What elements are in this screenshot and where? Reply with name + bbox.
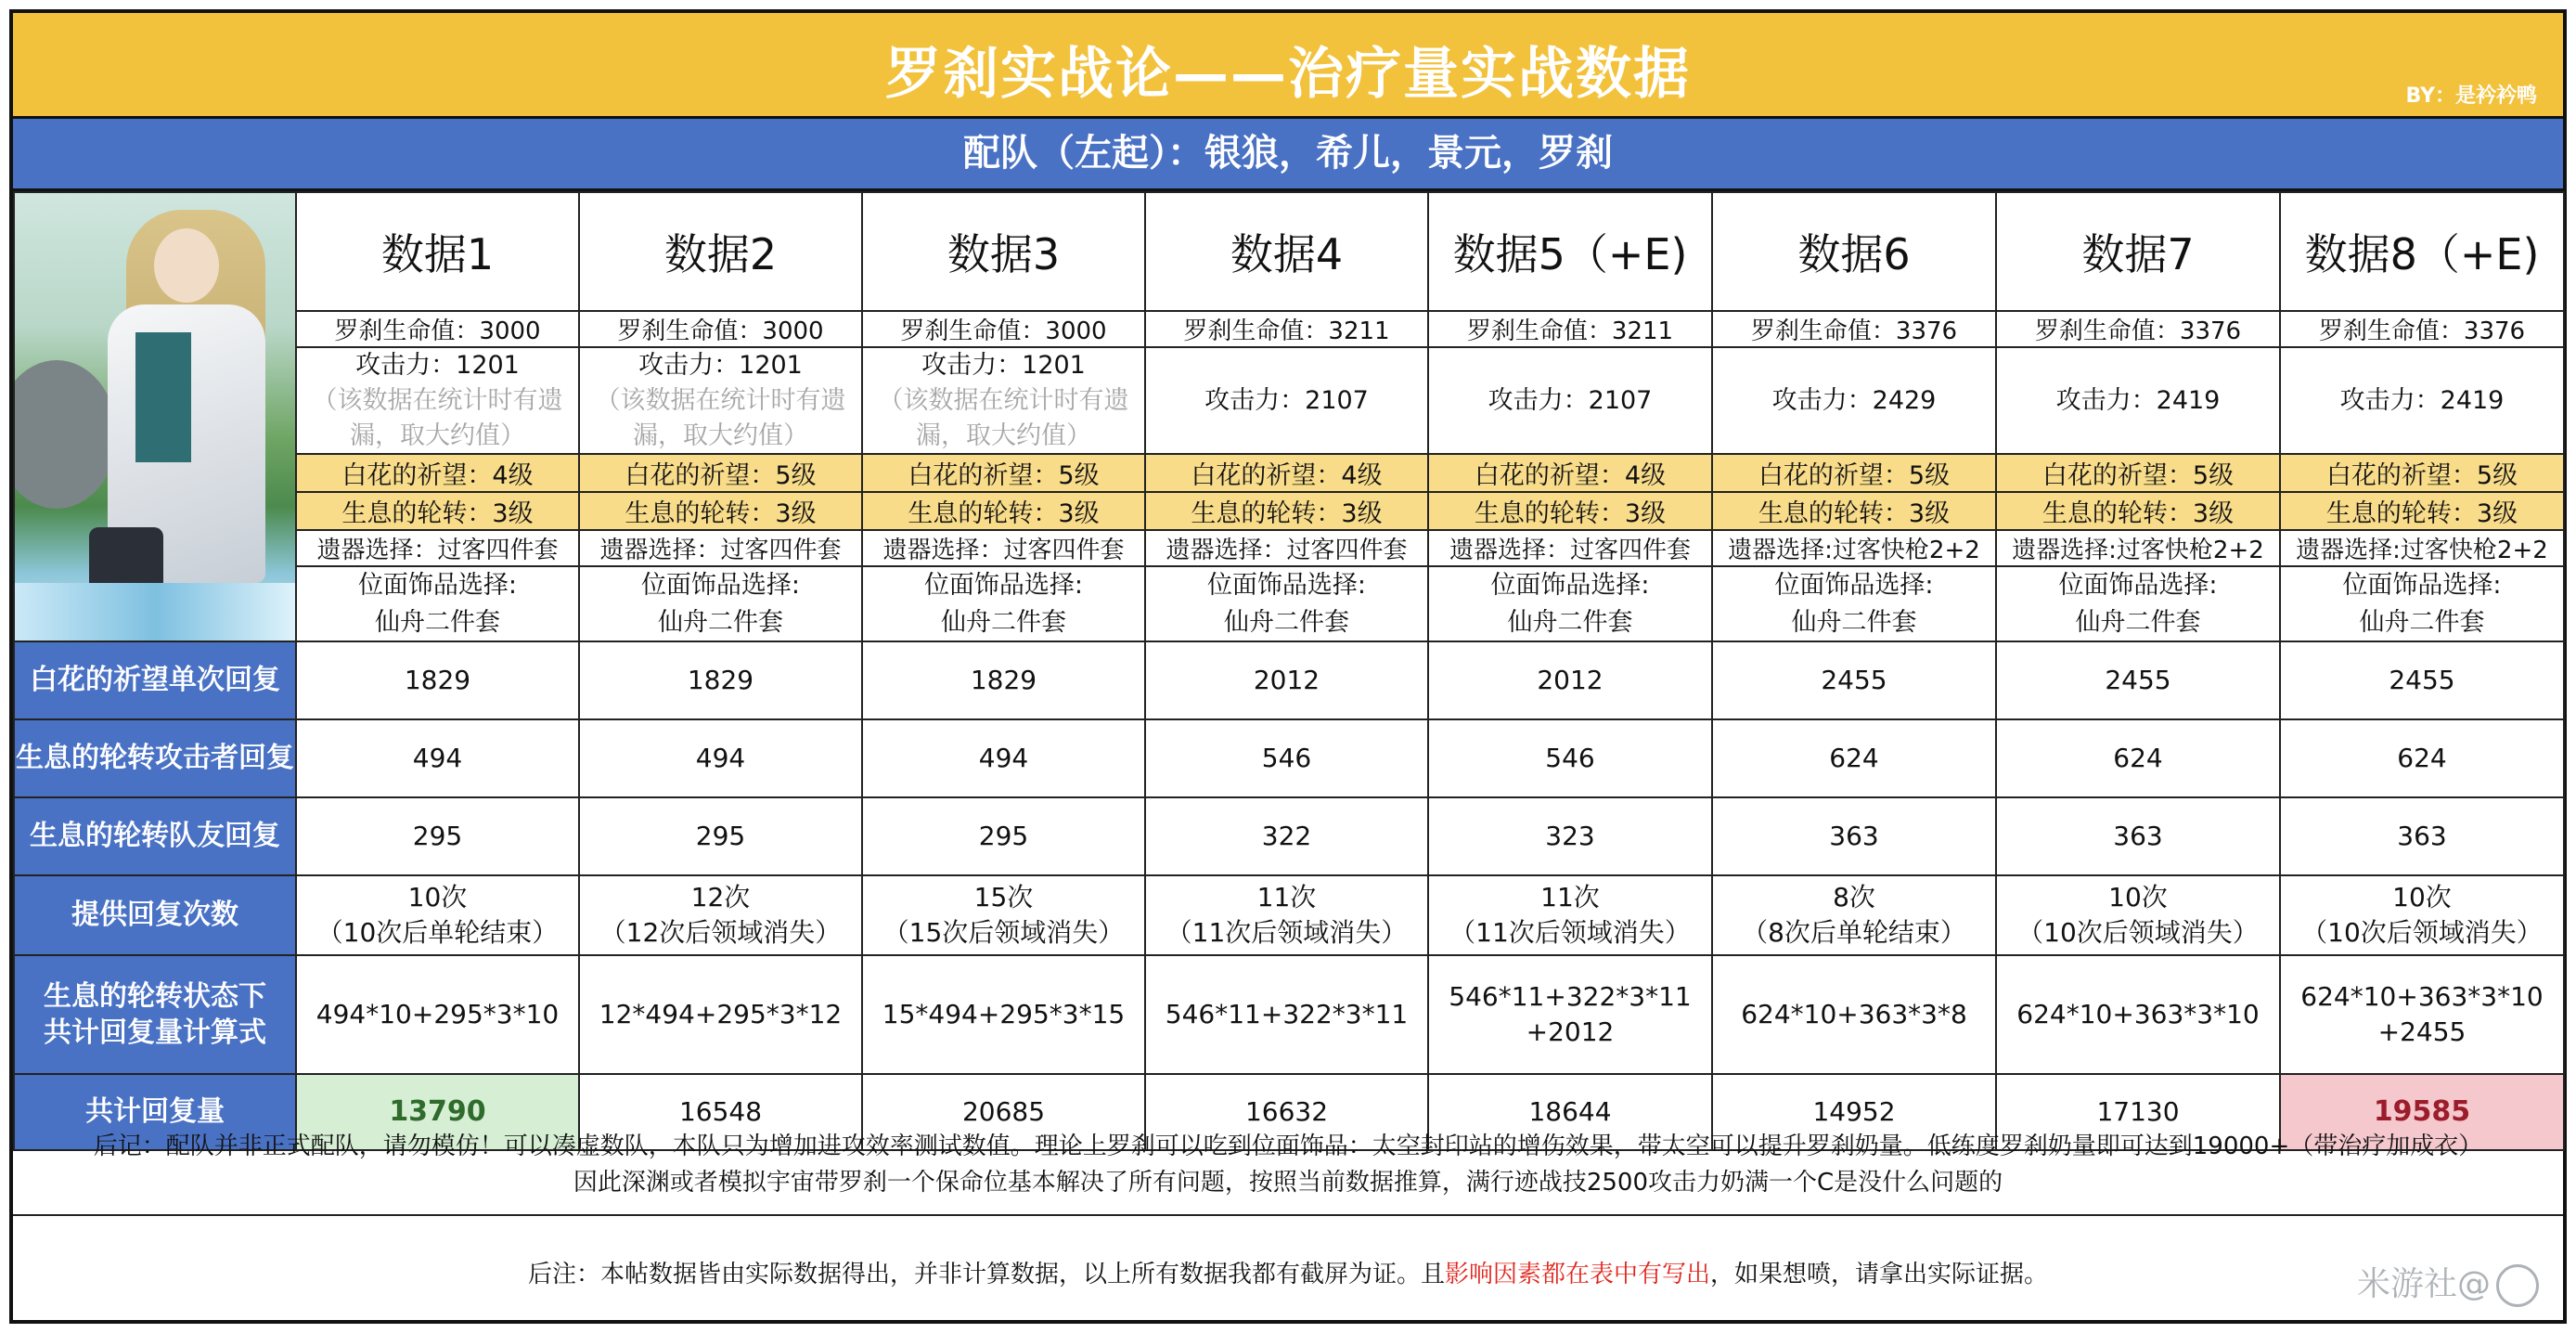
hp-cell bbox=[1712, 311, 1996, 347]
column-header bbox=[296, 192, 579, 311]
total-heal-value: 13790 bbox=[389, 1095, 486, 1129]
column-header-text: 数据2 bbox=[663, 229, 778, 279]
ally-heal-cell bbox=[296, 797, 579, 875]
formula-value: 15*494+295*3*15 bbox=[882, 998, 1126, 1029]
attacker-heal-cell bbox=[296, 719, 579, 797]
hp-cell bbox=[579, 311, 862, 347]
attack-cell bbox=[1712, 347, 1996, 454]
heal-count-note: （11次后领域消失） bbox=[1166, 916, 1408, 948]
hp-text: 罗刹生命值：3000 bbox=[617, 317, 824, 345]
formula-value: 546*11+322*3*11 bbox=[1165, 998, 1409, 1029]
total-heal-value: 20685 bbox=[961, 1096, 1046, 1128]
column-header bbox=[1996, 192, 2280, 311]
team-banner: 配队（左起）：银狼，希儿，景元，罗刹 bbox=[13, 119, 2563, 191]
single-heal-value: 1829 bbox=[687, 665, 754, 696]
ornament-label: 位面饰品选择: bbox=[1774, 571, 1934, 601]
relic-choice-row bbox=[14, 530, 2564, 566]
ornament-label: 位面饰品选择: bbox=[1490, 571, 1650, 601]
total-heal-value: 17130 bbox=[2096, 1096, 2180, 1128]
cycle-level-text: 生息的轮转：3级 bbox=[2325, 499, 2518, 529]
attack-cell bbox=[862, 347, 1145, 454]
heal-count-value: 11次 bbox=[1256, 881, 1317, 912]
heal-count-value: 11次 bbox=[1540, 881, 1600, 912]
attacker-heal-cell bbox=[1428, 719, 1712, 797]
postscript-line-2: 因此深渊或者模拟宇宙带罗刹一个保命位基本解决了所有问题，按照当前数据推算，满行迹战技2500攻击力奶满一个C是没什么问题的 bbox=[573, 1169, 2003, 1197]
cycle-level-text: 生息的轮转：3级 bbox=[341, 499, 534, 529]
ornament-label: 位面饰品选择: bbox=[2342, 571, 2502, 601]
cycle-level-text: 生息的轮转：3级 bbox=[1758, 499, 1951, 529]
hp-text: 罗刹生命值：3376 bbox=[1750, 317, 1958, 345]
ornament-value: 仙舟二件套 bbox=[941, 607, 1066, 637]
total-heal-value: 16548 bbox=[678, 1096, 763, 1128]
attacker-heal-cell bbox=[1996, 719, 2280, 797]
attacker-heal-value: 624 bbox=[2397, 743, 2447, 774]
single-heal-value: 1829 bbox=[970, 665, 1037, 696]
relic-choice-cell bbox=[1145, 530, 1428, 566]
cycle-level-text: 生息的轮转：3级 bbox=[625, 499, 817, 529]
attacker-heal-row bbox=[14, 719, 2564, 797]
total-heal-value: 18644 bbox=[1528, 1096, 1612, 1128]
ornament-value: 仙舟二件套 bbox=[2075, 607, 2201, 637]
total-heal-value: 19585 bbox=[2373, 1095, 2471, 1129]
ally-heal-label bbox=[14, 797, 296, 875]
ornament-cell bbox=[1145, 566, 1428, 641]
hp-text: 罗刹生命值：3211 bbox=[1466, 317, 1674, 345]
header-row bbox=[14, 192, 2564, 311]
ornament-value: 仙舟二件套 bbox=[658, 607, 783, 637]
single-heal-value: 2012 bbox=[1253, 665, 1320, 696]
relic-choice-cell bbox=[1712, 530, 1996, 566]
title-bar bbox=[13, 13, 2563, 119]
cycle-level-text: 生息的轮转：3级 bbox=[908, 499, 1100, 529]
hp-cell bbox=[1428, 311, 1712, 347]
attacker-heal-value: 494 bbox=[412, 743, 463, 774]
heal-count-label bbox=[14, 875, 296, 955]
ally-heal-value: 322 bbox=[1261, 821, 1312, 852]
relic-choice-cell bbox=[296, 530, 579, 566]
single-heal-value: 2012 bbox=[1537, 665, 1604, 696]
hp-text: 罗刹生命值：3211 bbox=[1183, 317, 1390, 345]
attacker-heal-label-text: 生息的轮转攻击者回复 bbox=[16, 742, 294, 775]
heal-count-cell bbox=[1145, 875, 1428, 955]
ornament-cell bbox=[2280, 566, 2564, 641]
cycle-level-cell bbox=[1712, 492, 1996, 530]
data-table bbox=[13, 191, 2565, 1151]
heal-count-cell bbox=[2280, 875, 2564, 955]
relic-choice-text: 遗器选择：过客四件套 bbox=[882, 537, 1125, 565]
ornament-cell bbox=[579, 566, 862, 641]
cycle-level-text: 生息的轮转：3级 bbox=[1191, 499, 1383, 529]
relic-choice-cell bbox=[2280, 530, 2564, 566]
hp-text: 罗刹生命值：3376 bbox=[2034, 317, 2242, 345]
heal-count-note: （11次后领域消失） bbox=[1449, 916, 1691, 948]
cycle-level-cell bbox=[296, 492, 579, 530]
single-heal-label-text: 白花的祈望单次回复 bbox=[30, 664, 280, 697]
hp-text: 罗刹生命值：3376 bbox=[2318, 317, 2526, 345]
single-heal-cell bbox=[579, 641, 862, 719]
portrait-cell bbox=[14, 192, 296, 641]
cycle-level-cell bbox=[1145, 492, 1428, 530]
attacker-heal-value: 494 bbox=[695, 743, 746, 774]
ally-heal-cell bbox=[862, 797, 1145, 875]
column-header bbox=[579, 192, 862, 311]
heal-count-cell bbox=[296, 875, 579, 955]
single-heal-cell bbox=[1996, 641, 2280, 719]
afternote-highlight: 影响因素都在表中有写出 bbox=[1444, 1261, 1710, 1288]
heal-count-note: （10次后单轮结束） bbox=[316, 916, 559, 948]
column-header bbox=[1428, 192, 1712, 311]
heal-count-cell bbox=[862, 875, 1145, 955]
attacker-heal-label bbox=[14, 719, 296, 797]
ornament-label: 位面饰品选择: bbox=[2058, 571, 2218, 601]
bloom-level-text: 白花的祈望：4级 bbox=[1191, 461, 1383, 491]
heal-count-cell bbox=[1996, 875, 2280, 955]
single-heal-cell bbox=[1145, 641, 1428, 719]
ornament-label: 位面饰品选择: bbox=[640, 571, 801, 601]
bloom-level-text: 白花的祈望：4级 bbox=[1474, 461, 1667, 491]
formula-cell bbox=[1428, 955, 1712, 1074]
attack-cell bbox=[1428, 347, 1712, 454]
attack-text: 攻击力：2107 bbox=[1204, 385, 1369, 415]
relic-choice-cell bbox=[862, 530, 1145, 566]
heal-count-cell bbox=[1712, 875, 1996, 955]
relic-choice-cell bbox=[1996, 530, 2280, 566]
ornament-row bbox=[14, 566, 2564, 641]
heal-count-note: （10次后领域消失） bbox=[2017, 916, 2259, 948]
heal-count-row bbox=[14, 875, 2564, 955]
column-header-text: 数据8（+E) bbox=[2304, 229, 2540, 279]
ornament-label: 位面饰品选择: bbox=[1206, 571, 1367, 601]
heal-count-value: 10次 bbox=[2392, 881, 2452, 912]
column-header-text: 数据1 bbox=[380, 229, 495, 279]
attack-text: 攻击力：2419 bbox=[2339, 385, 2505, 415]
heal-count-value: 10次 bbox=[407, 881, 468, 912]
formula-value: 624*10+363*3*8 bbox=[1741, 998, 1967, 1029]
bloom-level-cell bbox=[296, 454, 579, 492]
attacker-heal-cell bbox=[2280, 719, 2564, 797]
bloom-level-cell bbox=[1428, 454, 1712, 492]
heal-count-value: 12次 bbox=[690, 881, 751, 912]
ornament-value: 仙舟二件套 bbox=[1791, 607, 1917, 637]
afternote-prefix: 后注：本帖数据皆由实际数据得出，并非计算数据，以上所有数据我都有截屏为证。且 bbox=[527, 1261, 1445, 1288]
relic-choice-text: 遗器选择:过客快枪2+2 bbox=[2012, 537, 2264, 565]
attack-cell bbox=[579, 347, 862, 454]
single-heal-row bbox=[14, 641, 2564, 719]
heal-count-cell bbox=[579, 875, 862, 955]
formula-value: 546*11+322*3*11 +2012 bbox=[1449, 980, 1692, 1047]
cycle-level-text: 生息的轮转：3级 bbox=[2041, 499, 2235, 529]
column-header-text: 数据4 bbox=[1230, 229, 1344, 279]
attacker-heal-value: 494 bbox=[978, 743, 1029, 774]
single-heal-label bbox=[14, 641, 296, 719]
cycle-level-cell bbox=[862, 492, 1145, 530]
relic-choice-text: 遗器选择：过客四件套 bbox=[1449, 537, 1691, 565]
attack-cell bbox=[2280, 347, 2564, 454]
bloom-level-cell bbox=[1996, 454, 2280, 492]
ornament-value: 仙舟二件套 bbox=[1224, 607, 1349, 637]
ally-heal-value: 323 bbox=[1545, 821, 1595, 852]
column-header-text: 数据7 bbox=[2081, 229, 2195, 279]
heal-count-note: （12次后领域消失） bbox=[599, 916, 842, 948]
hp-text: 罗刹生命值：3000 bbox=[334, 317, 541, 345]
bloom-level-cell bbox=[579, 454, 862, 492]
ally-heal-row bbox=[14, 797, 2564, 875]
relic-choice-cell bbox=[579, 530, 862, 566]
attacker-heal-cell bbox=[579, 719, 862, 797]
ally-heal-value: 363 bbox=[1829, 821, 1879, 852]
bloom-level-text: 白花的祈望：5级 bbox=[908, 461, 1100, 491]
watermark bbox=[2357, 1258, 2539, 1307]
ally-heal-cell bbox=[579, 797, 862, 875]
cycle-level-text: 生息的轮转：3级 bbox=[1474, 499, 1667, 529]
ornament-label: 位面饰品选择: bbox=[357, 571, 518, 601]
attack-text: 攻击力：2429 bbox=[1771, 385, 1937, 415]
watermark-text: 米游社@ bbox=[2356, 1265, 2491, 1303]
ally-heal-value: 295 bbox=[695, 821, 746, 852]
hp-cell bbox=[1996, 311, 2280, 347]
attacker-heal-value: 546 bbox=[1261, 743, 1312, 774]
cycle-level-row bbox=[14, 492, 2564, 530]
heal-count-value: 10次 bbox=[2108, 881, 2168, 912]
ally-heal-value: 295 bbox=[412, 821, 463, 852]
column-header bbox=[862, 192, 1145, 311]
heal-count-value: 8次 bbox=[1833, 881, 1875, 912]
heal-count-value: 15次 bbox=[973, 881, 1034, 912]
single-heal-value: 2455 bbox=[2105, 665, 2171, 696]
byline: BY：是衿衿鸭 bbox=[2405, 84, 2537, 108]
formula-label bbox=[14, 955, 296, 1074]
ally-heal-value: 363 bbox=[2397, 821, 2447, 852]
afternote bbox=[13, 1255, 2563, 1289]
bloom-level-text: 白花的祈望：5级 bbox=[2325, 461, 2518, 491]
attack-cell bbox=[1145, 347, 1428, 454]
ally-heal-cell bbox=[2280, 797, 2564, 875]
ally-heal-label-text: 生息的轮转队友回复 bbox=[30, 820, 280, 853]
total-heal-label-text: 共计回复量 bbox=[85, 1095, 225, 1129]
heal-count-cell bbox=[1428, 875, 1712, 955]
heal-count-note: （10次后领域消失） bbox=[2301, 916, 2543, 948]
attack-cell bbox=[1996, 347, 2280, 454]
attack-cell bbox=[296, 347, 579, 454]
single-heal-cell bbox=[1428, 641, 1712, 719]
bloom-level-cell bbox=[2280, 454, 2564, 492]
ally-heal-cell bbox=[1712, 797, 1996, 875]
column-header-text: 数据5（+E) bbox=[1452, 229, 1688, 279]
total-heal-value: 14952 bbox=[1812, 1096, 1896, 1128]
formula-cell bbox=[1996, 955, 2280, 1074]
attacker-heal-value: 546 bbox=[1545, 743, 1595, 774]
hp-cell bbox=[2280, 311, 2564, 347]
cycle-level-cell bbox=[1996, 492, 2280, 530]
heal-count-note: （8次后单轮结束） bbox=[1742, 916, 1966, 948]
heal-count-note: （15次后领域消失） bbox=[882, 916, 1125, 948]
ornament-value: 仙舟二件套 bbox=[2359, 607, 2485, 637]
attack-text: 攻击力：1201 bbox=[355, 351, 520, 380]
ally-heal-cell bbox=[1145, 797, 1428, 875]
relic-choice-cell bbox=[1428, 530, 1712, 566]
formula-cell bbox=[296, 955, 579, 1074]
relic-choice-text: 遗器选择:过客快枪2+2 bbox=[2296, 537, 2548, 565]
hp-text: 罗刹生命值：3000 bbox=[900, 317, 1107, 345]
relic-choice-text: 遗器选择:过客快枪2+2 bbox=[1728, 537, 1980, 565]
formula-value: 624*10+363*3*10 +2455 bbox=[2300, 980, 2544, 1047]
single-heal-cell bbox=[2280, 641, 2564, 719]
formula-label-text: 共计回复量计算式 bbox=[44, 1016, 266, 1049]
attacker-heal-cell bbox=[1145, 719, 1428, 797]
bloom-level-cell bbox=[862, 454, 1145, 492]
formula-cell bbox=[1712, 955, 1996, 1074]
single-heal-value: 2455 bbox=[1821, 665, 1887, 696]
ally-heal-value: 363 bbox=[2113, 821, 2163, 852]
ornament-cell bbox=[862, 566, 1145, 641]
formula-cell bbox=[862, 955, 1145, 1074]
single-heal-cell bbox=[862, 641, 1145, 719]
attack-note: （该数据在统计时有遗漏，取大约值） bbox=[878, 385, 1129, 450]
ally-heal-value: 295 bbox=[978, 821, 1029, 852]
formula-value: 494*10+295*3*10 bbox=[316, 998, 560, 1029]
hp-row bbox=[14, 311, 2564, 347]
bloom-level-text: 白花的祈望：5级 bbox=[2041, 461, 2235, 491]
bloom-level-cell bbox=[1145, 454, 1428, 492]
bloom-level-text: 白花的祈望：4级 bbox=[341, 461, 534, 491]
relic-choice-text: 遗器选择：过客四件套 bbox=[1166, 537, 1408, 565]
attack-text: 攻击力：2419 bbox=[2055, 385, 2221, 415]
ornament-cell bbox=[296, 566, 579, 641]
column-header bbox=[2280, 192, 2564, 311]
attacker-heal-value: 624 bbox=[2113, 743, 2163, 774]
formula-cell bbox=[579, 955, 862, 1074]
ornament-cell bbox=[1996, 566, 2280, 641]
page-title: 罗刹实战论——治疗量实战数据 bbox=[885, 42, 1691, 107]
cycle-level-cell bbox=[1428, 492, 1712, 530]
bloom-level-text: 白花的祈望：5级 bbox=[625, 461, 817, 491]
attack-text: 攻击力：1201 bbox=[638, 351, 803, 380]
relic-choice-text: 遗器选择：过客四件套 bbox=[599, 537, 842, 565]
ornament-cell bbox=[1712, 566, 1996, 641]
formula-value: 12*494+295*3*12 bbox=[599, 998, 843, 1029]
attacker-heal-cell bbox=[862, 719, 1145, 797]
single-heal-value: 2455 bbox=[2389, 665, 2455, 696]
attacker-heal-value: 624 bbox=[1829, 743, 1879, 774]
hp-cell bbox=[862, 311, 1145, 347]
cycle-level-cell bbox=[579, 492, 862, 530]
bloom-level-row bbox=[14, 454, 2564, 492]
ally-heal-cell bbox=[1428, 797, 1712, 875]
column-header-text: 数据3 bbox=[947, 229, 1061, 279]
afternote-suffix: ，如果想喷，请拿出实际证据。 bbox=[1710, 1261, 2049, 1288]
ornament-label: 位面饰品选择: bbox=[923, 571, 1084, 601]
attack-text: 攻击力：2107 bbox=[1488, 385, 1653, 415]
single-heal-cell bbox=[296, 641, 579, 719]
relic-choice-text: 遗器选择：过客四件套 bbox=[316, 537, 559, 565]
cycle-level-cell bbox=[2280, 492, 2564, 530]
single-heal-cell bbox=[1712, 641, 1996, 719]
formula-cell bbox=[1145, 955, 1428, 1074]
column-header-text: 数据6 bbox=[1797, 229, 1911, 279]
formula-row bbox=[14, 955, 2564, 1074]
hp-cell bbox=[296, 311, 579, 347]
heal-count-label-text: 提供回复次数 bbox=[71, 899, 238, 932]
total-heal-value: 16632 bbox=[1244, 1096, 1329, 1128]
column-header bbox=[1712, 192, 1996, 311]
ally-heal-cell bbox=[1996, 797, 2280, 875]
bloom-level-text: 白花的祈望：5级 bbox=[1758, 461, 1951, 491]
bloom-level-cell bbox=[1712, 454, 1996, 492]
single-heal-value: 1829 bbox=[404, 665, 471, 696]
postscript-line-1: 后记：配队并非正式配队，请勿模仿！可以凑虚数队，本队只为增加进攻效率测试数值。理论上罗刹可以吃到位面饰品：太空封印站的增伤效果，带太空可以提升罗刹奶量。低练度罗刹奶量即可达到19000+（带治疗加成衣） bbox=[93, 1132, 2483, 1160]
attack-text: 攻击力：1201 bbox=[921, 351, 1086, 380]
formula-label-text: 生息的轮转状态下 bbox=[44, 979, 266, 1013]
column-header bbox=[1145, 192, 1428, 311]
ornament-value: 仙舟二件套 bbox=[375, 607, 500, 637]
ornament-cell bbox=[1428, 566, 1712, 641]
watermark-logo-icon bbox=[2496, 1264, 2539, 1307]
ornament-value: 仙舟二件套 bbox=[1507, 607, 1633, 637]
attacker-heal-cell bbox=[1712, 719, 1996, 797]
attack-row bbox=[14, 347, 2564, 454]
formula-value: 624*10+363*3*10 bbox=[2016, 998, 2260, 1029]
hp-cell bbox=[1145, 311, 1428, 347]
formula-cell bbox=[2280, 955, 2564, 1074]
attack-note: （该数据在统计时有遗漏，取大约值） bbox=[312, 385, 563, 450]
attack-note: （该数据在统计时有遗漏，取大约值） bbox=[595, 385, 846, 450]
portrait-image bbox=[15, 193, 295, 641]
postscript bbox=[13, 1114, 2563, 1216]
